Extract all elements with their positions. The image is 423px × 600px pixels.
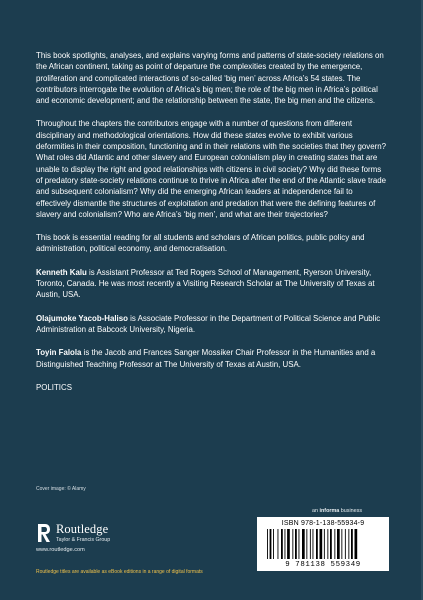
barcode-bar xyxy=(327,529,328,559)
barcode-bar xyxy=(281,529,283,559)
barcode-bar xyxy=(273,529,274,559)
barcode-bar xyxy=(348,529,349,559)
routledge-mark-icon xyxy=(36,522,52,544)
informa-business-tag xyxy=(312,508,362,514)
ebook-note: Routledge titles are available as eBook editions in a range of digital formats xyxy=(36,569,203,575)
publisher-group: Taylor & Francis Group xyxy=(56,537,111,543)
barcode-bar xyxy=(345,529,346,559)
barcode-bar xyxy=(341,529,342,559)
bio-text: is Associate Professor in the Department of Political Science and Public Administration at Babcock University, Nigeria. xyxy=(36,313,381,334)
informa-prefix: an xyxy=(312,508,320,514)
barcode-bar xyxy=(302,529,305,559)
bio-name: Kenneth Kalu xyxy=(36,267,87,277)
barcode-bar xyxy=(320,529,323,559)
routledge-logo xyxy=(36,521,186,561)
barcode-bar xyxy=(330,529,332,559)
barcode-bar xyxy=(334,529,335,559)
barcode-bar xyxy=(287,529,290,559)
back-cover-text xyxy=(36,50,388,405)
blurb-paragraph-3: This book is essential reading for all students and scholars of African politics, public policy and administration, political economy, and democratisation. xyxy=(36,233,365,254)
isbn-barcode xyxy=(257,517,389,571)
bio-name: Olajumoke Yacob-Haliso xyxy=(36,313,128,323)
bio-olajumoke-yacob-haliso xyxy=(36,313,388,336)
bio-toyin-falola xyxy=(36,347,388,370)
barcode-bar xyxy=(310,529,311,559)
cover-image-credit: Cover image: © Alamy xyxy=(36,486,86,492)
barcode-bar xyxy=(295,529,297,559)
barcode-bars-icon xyxy=(265,529,381,559)
barcode-bar xyxy=(278,529,279,559)
barcode-bar xyxy=(285,529,286,559)
bio-text: is Assistant Professor at Ted Rogers School of Management, Ryerson University, Toronto, Canada. He was most recently a Visiting Research Scholar at The University of Texas at Austin, USA. xyxy=(36,267,375,300)
barcode-bar xyxy=(270,529,272,559)
informa-suffix: business xyxy=(339,508,363,514)
bio-kenneth-kalu xyxy=(36,267,388,301)
informa-brand: informa xyxy=(319,508,340,514)
barcode-bar xyxy=(324,529,325,559)
bio-text: is the Jacob and Frances Sanger Mossiker Chair Professor in the Humanities and a Distinguished Teaching Professor at The University of Texas at Austin, USA. xyxy=(36,348,376,369)
barcode-bar xyxy=(316,529,318,559)
isbn-label: ISBN 978-1-138-55934-9 xyxy=(281,520,365,527)
subject-category: POLITICS xyxy=(36,382,72,392)
blurb-paragraph-1: This book spotlights, analyses, and explains varying forms and patterns of state-society relations on the African continent, taking as point of departure the complexities created by the emergence, proliferation and complicated interactions of so-called ‘big men’ across Africa’s 54 states. The contributors interrogate the evolution of Africa’s big men; the role of the big men in Africa’s political and economic development; and the relationship between the state, the big men and the citizens. xyxy=(36,51,384,106)
barcode-bar xyxy=(355,529,358,559)
blurb-paragraph-2: Throughout the chapters the contributors engage with a number of questions from different disciplinary and methodological orientations. How did these states evolve to exhibit various deformities in their composition, functioning and in their relations with the societies that they govern? What roles did Atlantic and other slavery and European colonialism play in creating states that are unable to display the right and good relationships with citizens in civil society? Why did these forms of predatory state-society relations continue to thrive in Africa after the end of the Atlantic slave trade and subsequent colonialism? Why did the emerging African leaders at independence fail to effectively dismantle the structures of exploitation and predation that were the defining features of slavery and colonialism? Who are Africa’s ‘big men’, and what are their trajectories? xyxy=(36,119,387,219)
publisher-name: Routledge xyxy=(56,522,109,536)
publisher-website: www.routledge.com xyxy=(36,547,85,553)
barcode-bar xyxy=(351,529,353,559)
barcode-bar xyxy=(337,529,340,559)
barcode-digits: 9 781138 559349 xyxy=(285,561,361,569)
barcode-bar xyxy=(313,529,314,559)
barcode-bar xyxy=(299,529,300,559)
barcode-bar xyxy=(292,529,293,559)
barcode-bar xyxy=(267,529,268,559)
barcode-bar xyxy=(306,529,307,559)
bio-name: Toyin Falola xyxy=(36,348,82,358)
